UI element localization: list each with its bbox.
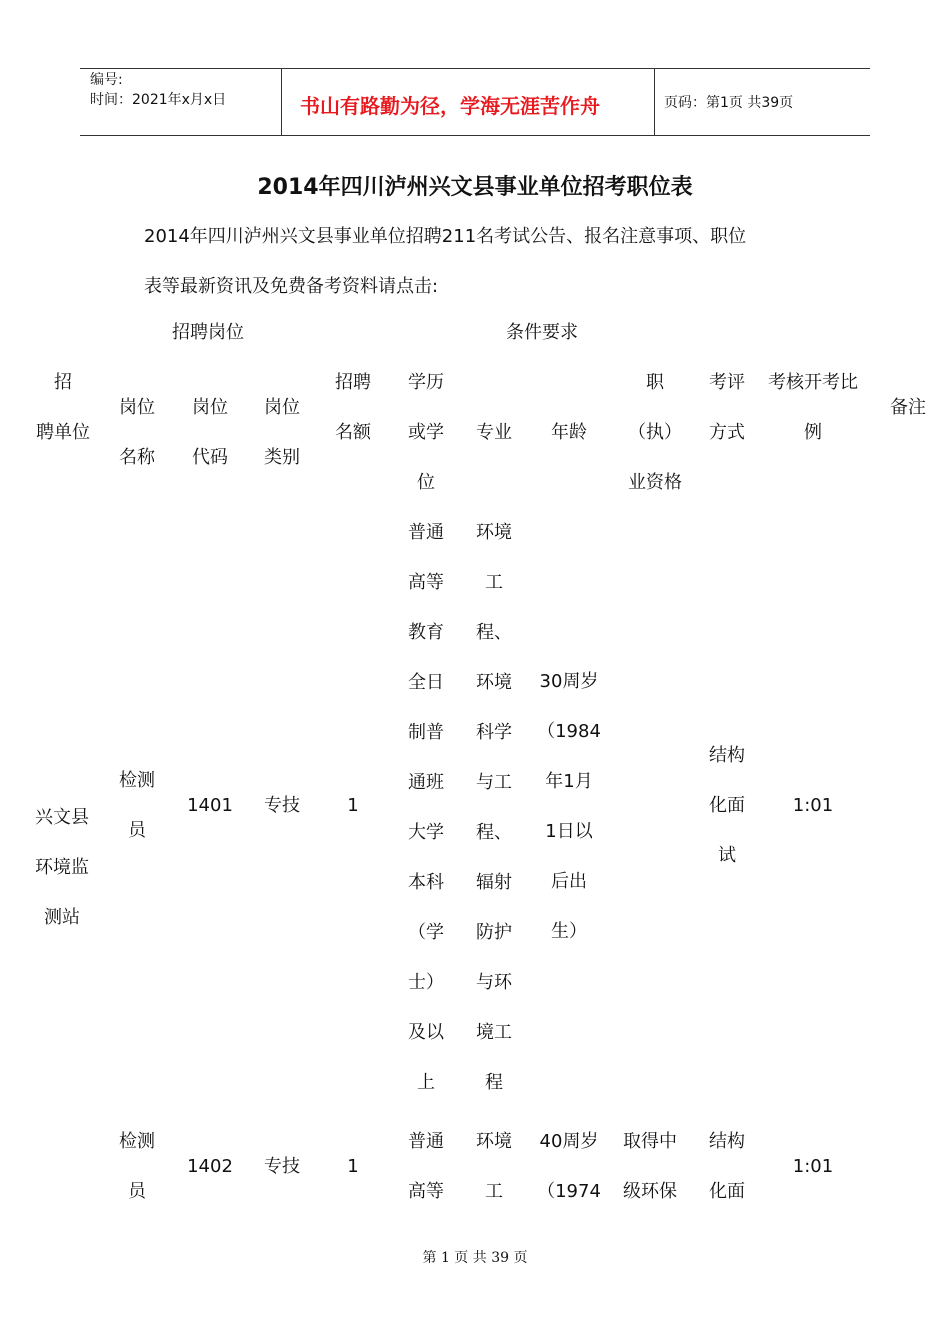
row2-exam-method: 结构 化面 (709, 1131, 745, 1202)
row1-exam-method: 结构 化面 试 (709, 745, 745, 866)
col-header-post-type: 岗位 类别 (264, 397, 300, 468)
row1-post-code: 1401 (187, 795, 233, 816)
col-header-education: 学历 或学 位 (408, 372, 444, 493)
row1-quota: 1 (347, 795, 359, 816)
col-header-major: 专业 (476, 422, 512, 443)
doc-title: 2014年四川泸州兴文县事业单位招考职位表 (257, 175, 693, 200)
row2-ratio: 1:01 (792, 1156, 834, 1177)
col-header-quota: 招聘 名额 (335, 372, 371, 443)
header-motto: 书山有路勤为径，学海无涯苦作舟 (300, 94, 600, 118)
col-header-post-name: 岗位 名称 (119, 397, 155, 468)
row2-post-code: 1402 (187, 1156, 233, 1177)
header-page-info: 页码：第1页 共39页 (664, 95, 794, 111)
intro-line-2: 表等最新资讯及免费备考资料请点击: (144, 276, 439, 297)
row1-post-type: 专技 (264, 795, 300, 816)
col-header-age: 年龄 (551, 422, 587, 443)
col-header-ratio: 考核开考比 例 (768, 372, 858, 443)
col-header-post-code: 岗位 代码 (192, 397, 228, 468)
row2-qualification: 取得中 级环保 (623, 1131, 677, 1202)
header-bottom-rule (80, 135, 870, 136)
row2-major: 环境 工 (476, 1131, 512, 1202)
row1-post-name: 检测 员 (119, 770, 155, 841)
intro-line-1: 2014年四川泸州兴文县事业单位招聘211名考试公告、报名注意事项、职位 (144, 226, 747, 247)
page-footer: 第 1 页 共 39 页 (422, 1250, 528, 1266)
row1-education: 普通 高等 教育 全日 制普 通班 大学 本科 （学 士） 及以 上 (408, 522, 444, 1093)
col-header-remarks: 备注 (890, 397, 926, 418)
row1-major: 环境 工 程、 环境 科学 与工 程、 辐射 防护 与环 境工 程 (476, 522, 512, 1093)
header-divider-right (654, 68, 655, 136)
header-top-rule (80, 68, 870, 69)
row2-post-name: 检测 员 (119, 1131, 155, 1202)
doc-number-label: 编号: (90, 72, 123, 88)
col-header-exam-method: 考评 方式 (709, 372, 745, 443)
doc-time-label: 时间：2021年x月x日 (90, 92, 227, 108)
row2-age: 40周岁 （1974 (537, 1131, 601, 1202)
row1-unit: 兴文县 环境监 测站 (35, 807, 89, 928)
row2-post-type: 专技 (264, 1156, 300, 1177)
group-header-requirements: 条件要求 (506, 322, 578, 343)
col-header-qualification: 职 （执） 业资格 (628, 372, 682, 493)
header-divider-left (281, 68, 282, 136)
group-header-positions: 招聘岗位 (172, 322, 244, 343)
row2-quota: 1 (347, 1156, 359, 1177)
row1-age: 30周岁 （1984 年1月 1日以 后出 生） (537, 671, 601, 942)
col-header-unit: 招 聘单位 (36, 372, 90, 443)
row1-ratio: 1:01 (792, 795, 834, 816)
row2-education: 普通 高等 (408, 1131, 444, 1202)
